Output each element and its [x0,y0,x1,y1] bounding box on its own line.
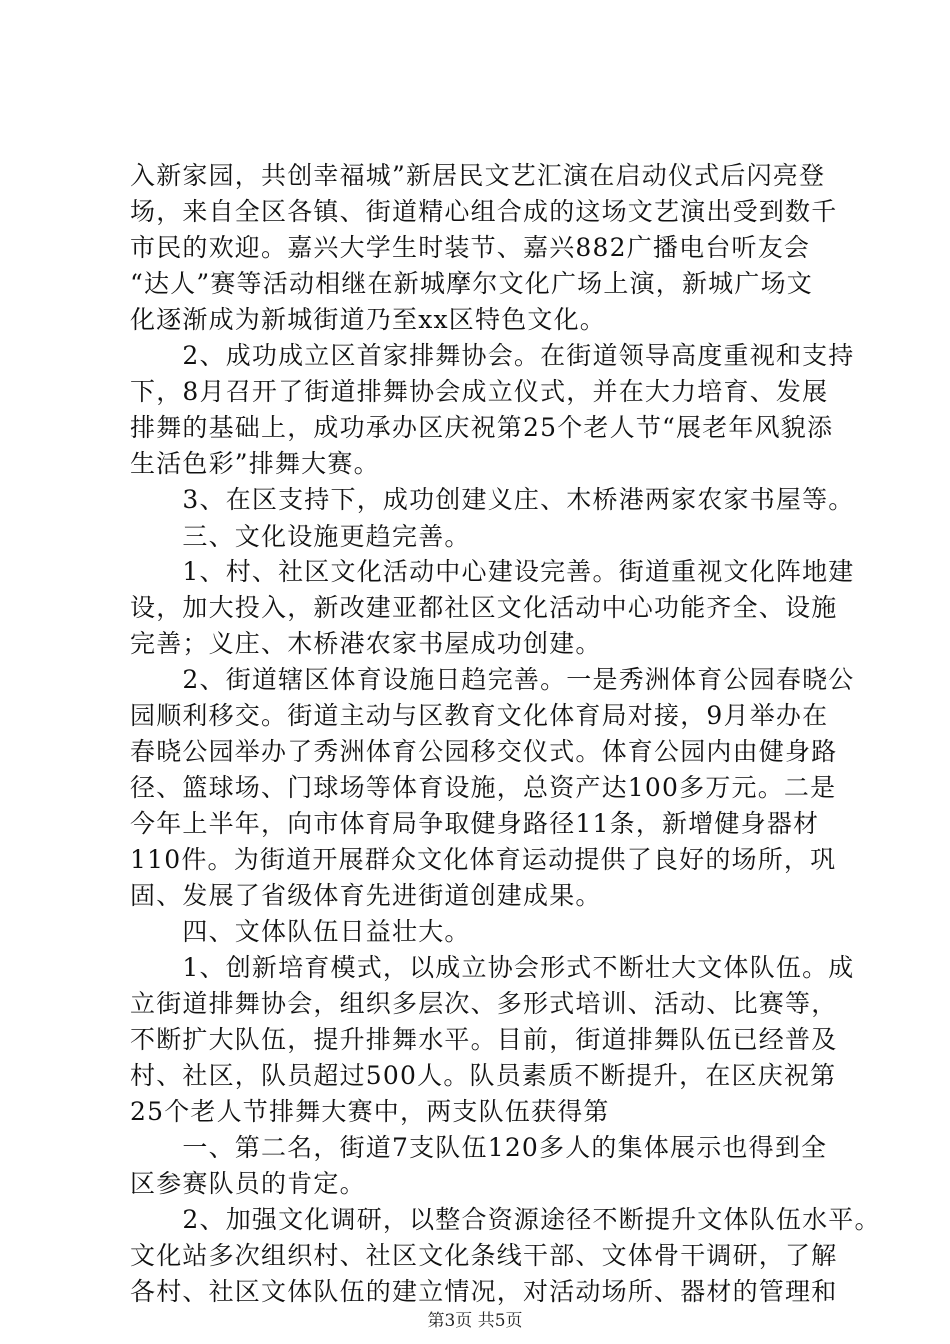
body-text-line: 文化站多次组织村、社区文化条线干部、文体骨干调研，了解 [130,1241,838,1270]
body-text-line: 25个老人节排舞大赛中，两支队伍获得第 [130,1097,610,1126]
body-text-line: 一、第二名，街道7支队伍120多人的集体展示也得到全 [130,1133,828,1162]
body-text-line: 设，加大投入，新改建亚都社区文化活动中心功能齐全、设施 [130,593,838,622]
body-text-line: 1、村、社区文化活动中心建设完善。街道重视文化阵地建 [130,557,855,586]
body-text-line: 2、加强文化调研，以整合资源途径不断提升文体队伍水平。 [130,1205,881,1234]
body-text-line: 春晓公园举办了秀洲体育公园移交仪式。体育公园内由健身路 [130,737,838,766]
body-text-line: 今年上半年，向市体育局争取健身路径11条，新增健身器材 [130,809,820,838]
section-heading: 三、文化设施更趋完善。 [130,522,471,551]
body-text-line: 完善；义庄、木桥港农家书屋成功创建。 [130,629,602,658]
body-text-line: 园顺利移交。街道主动与区教育文化体育局对接，9月举办在 [130,701,829,730]
body-text-line: 场，来自全区各镇、街道精心组合成的这场文艺演出受到数千 [130,197,838,226]
body-text-line: 立街道排舞协会，组织多层次、多形式培训、活动、比赛等， [130,989,838,1018]
section-heading: 四、文体队伍日益壮大。 [130,917,471,946]
body-text-line: 入新家园，共创幸福城”新居民文艺汇演在启动仪式后闪亮登 [130,161,826,190]
body-text-line: 径、篮球场、门球场等体育设施，总资产达100多万元。二是 [130,773,837,802]
body-text-line: 2、街道辖区体育设施日趋完善。一是秀洲体育公园春晓公 [130,665,855,694]
body-text-line: 1、创新培育模式，以成立协会形式不断壮大文体队伍。成 [130,953,855,982]
body-text-line: 排舞的基础上，成功承办区庆祝第25个老人节“展老年风貌添 [130,413,834,442]
page-footer: 第3页 共5页 [427,1311,523,1331]
body-text-line: 固、发展了省级体育先进街道创建成果。 [130,881,602,910]
body-text-line: 不断扩大队伍，提升排舞水平。目前，街道排舞队伍已经普及 [130,1025,838,1054]
body-text-line: 化逐渐成为新城街道乃至xx区特色文化。 [130,305,606,334]
body-text-line: 2、成功成立区首家排舞协会。在街道领导高度重视和支持 [130,341,855,370]
body-text-line: 110件。为街道开展群众文化体育运动提供了良好的场所，巩 [130,845,837,874]
body-text-line: 各村、社区文体队伍的建立情况，对活动场所、器材的管理和 [130,1277,838,1306]
body-text-line: 市民的欢迎。嘉兴大学生时装节、嘉兴882广播电台听友会 [130,233,811,262]
body-text-line: “达人”赛等活动相继在新城摩尔文化广场上演，新城广场文 [130,269,813,298]
body-text-line: 生活色彩”排舞大赛。 [130,449,380,478]
body-text-line: 下，8月召开了街道排舞协会成立仪式，并在大力培育、发展 [130,377,829,406]
body-text-line: 区参赛队员的肯定。 [130,1169,366,1198]
body-text-line: 村、社区，队员超过500人。队员素质不断提升，在区庆祝第 [130,1061,837,1090]
body-text-line: 3、在区支持下，成功创建义庄、木桥港两家农家书屋等。 [130,485,855,514]
